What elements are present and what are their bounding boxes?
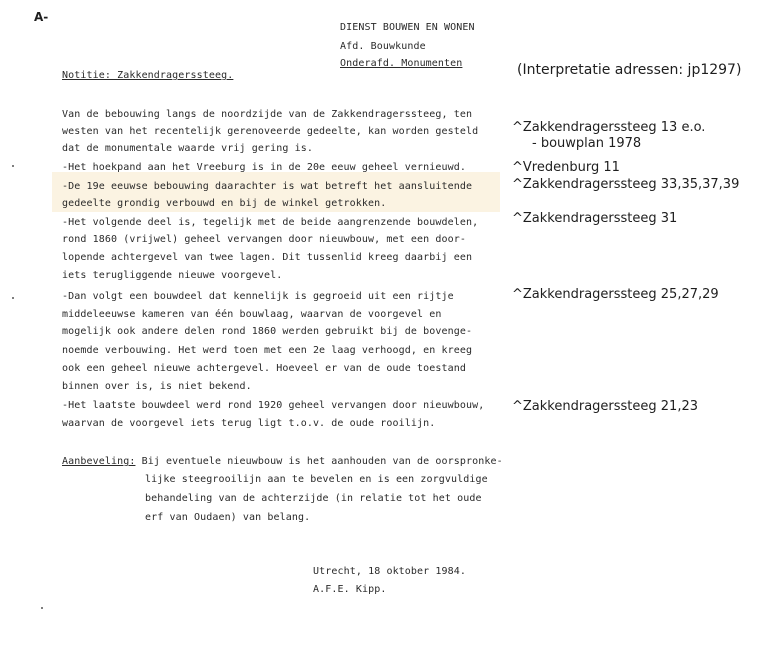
annotation-address: ^Vredenburg 11	[512, 160, 620, 175]
interpretation-note: (Interpretatie adressen: jp1297)	[517, 62, 742, 78]
body-line: iets terugliggende nieuwe voorgevel.	[62, 270, 283, 281]
header-org: DIENST BOUWEN EN WONEN	[340, 22, 475, 33]
body-line: -Het volgende deel is, tegelijk met de beide aangrenzende bouwdelen,	[62, 217, 479, 228]
body-line: mogelijk ook andere delen rond 1860 werden gebruikt bij de bovenge-	[62, 326, 473, 337]
place-date: Utrecht, 18 oktober 1984.	[313, 566, 467, 577]
body-line: rond 1860 (vrijwel) geheel vervangen door nieuwbouw, met een door-	[62, 234, 466, 245]
body-line: -Het laatste bouwdeel werd rond 1920 geheel vervangen door nieuwbouw,	[62, 400, 485, 411]
scan-speck	[41, 607, 43, 609]
body-line: waarvan de voorgevel iets terug ligt t.o.v. de oude rooilijn.	[62, 418, 436, 429]
scan-speck	[12, 297, 14, 299]
aanbeveling-label: Aanbeveling:	[62, 456, 136, 467]
aanbeveling-line: lijke steegrooilijn aan te bevelen en is een zorgvuldige	[145, 474, 488, 485]
corner-mark: A-	[34, 10, 49, 24]
body-line: binnen over is, is niet bekend.	[62, 381, 252, 392]
annotation-address: ^Zakkendragerssteeg 33,35,37,39	[512, 177, 740, 192]
body-line: gedeelte grondig verbouwd en bij de winkel getrokken.	[62, 198, 387, 209]
annotation-address: ^Zakkendragerssteeg 21,23	[512, 399, 698, 414]
scan-speck	[12, 165, 14, 167]
aanbeveling-first-line	[62, 456, 503, 468]
aanbeveling-line: behandeling van de achterzijde (in relatie tot het oude	[145, 493, 482, 504]
annotation-address: - bouwplan 1978	[532, 136, 642, 151]
body-line: Van de bebouwing langs de noordzijde van de Zakkendragerssteeg, ten	[62, 109, 473, 120]
header-subdept: Onderafd. Monumenten	[340, 58, 463, 69]
annotation-address: ^Zakkendragerssteeg 25,27,29	[512, 287, 719, 302]
aanbeveling-text: Bij eventuele nieuwbouw is het aanhouden van de oorspronke-	[135, 456, 503, 467]
body-line: dat de monumentale waarde vrij gering is.	[62, 143, 313, 154]
notitie-heading: Notitie: Zakkendragerssteeg.	[62, 70, 234, 81]
body-line: westen van het recentelijk gerenoveerde gedeelte, kan worden gesteld	[62, 126, 479, 137]
body-line: ook een geheel nieuwe achtergevel. Hoeveel er van de oude toestand	[62, 363, 466, 374]
annotation-address: ^Zakkendragerssteeg 13 e.o.	[512, 120, 706, 135]
body-line: middeleeuwse kameren van één bouwlaag, waarvan de voorgevel en	[62, 309, 442, 320]
annotation-address: ^Zakkendragerssteeg 31	[512, 211, 678, 226]
aanbeveling-line: erf van Oudaen) van belang.	[145, 512, 311, 523]
body-line: -Dan volgt een bouwdeel dat kennelijk is gegroeid uit een rijtje	[62, 291, 454, 302]
header-dept: Afd. Bouwkunde	[340, 41, 426, 52]
author: A.F.E. Kipp.	[313, 584, 387, 595]
body-line: lopende achtergevel van twee lagen. Dit tussenlid kreeg daarbij een	[62, 252, 473, 263]
body-line: -Het hoekpand aan het Vreeburg is in de 20e eeuw geheel vernieuwd.	[62, 162, 466, 173]
body-line: -De 19e eeuwse bebouwing daarachter is wat betreft het aansluitende	[62, 181, 473, 192]
body-line: noemde verbouwing. Het werd toen met een 2e laag verhoogd, en kreeg	[62, 345, 473, 356]
